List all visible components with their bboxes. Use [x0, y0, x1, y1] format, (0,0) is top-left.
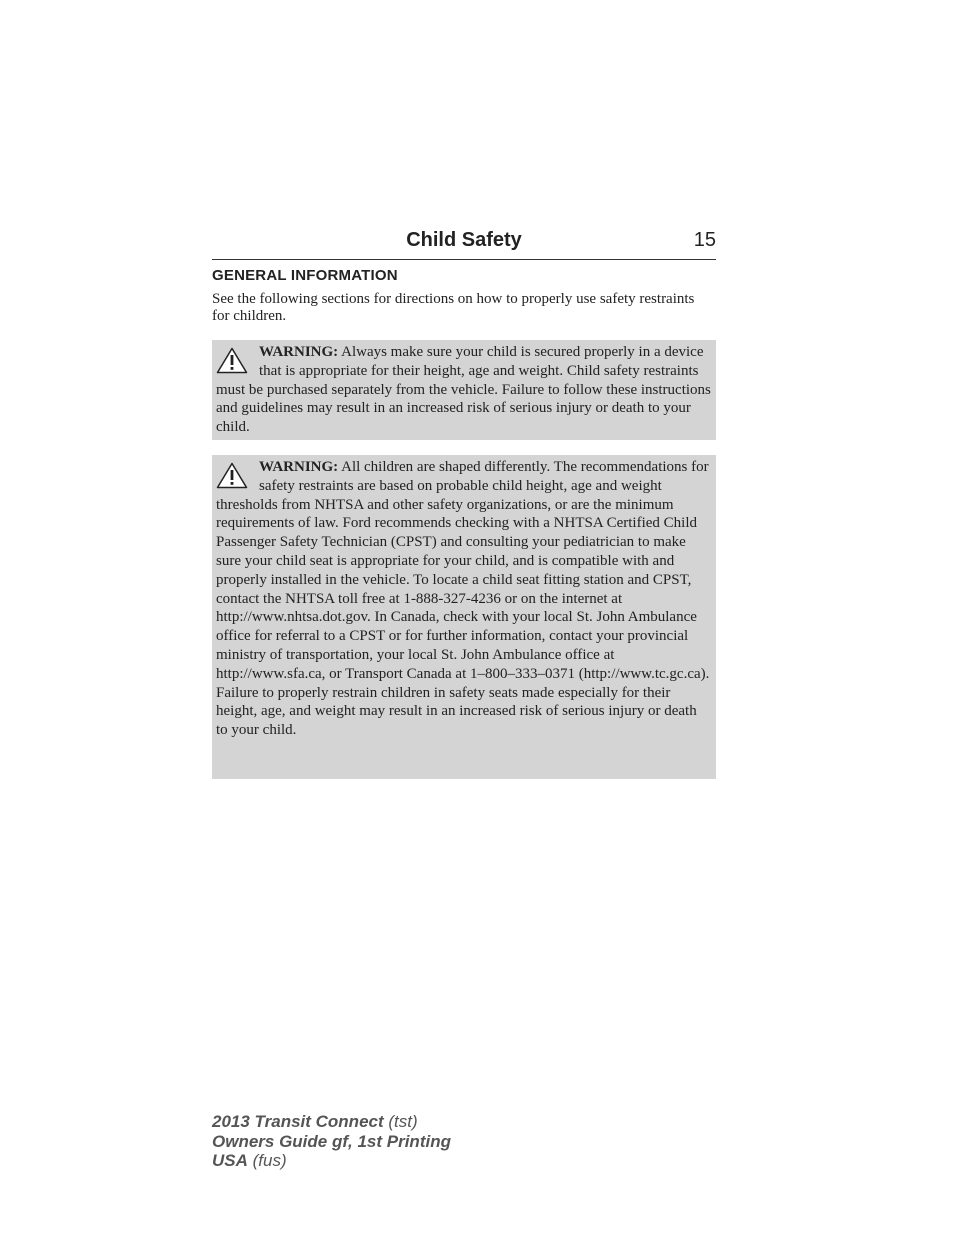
warning-text: Always make sure your child is secured properly in a device that is appropriate for their height, age and weight. Child safety restraints must be purchased separately from the vehicle. Failure to follow these instructions and guidelines may result in an increased risk of serious injury or death to your child.: [216, 344, 711, 436]
footer-region-code: (fus): [252, 1151, 287, 1170]
footer-line-2: Owners Guide gf, 1st Printing: [212, 1131, 451, 1151]
chapter-title: Child Safety: [406, 229, 522, 251]
footer-model-code: (tst): [388, 1112, 418, 1131]
intro-paragraph: See the following sections for directions on how to properly use safety restraints for children.: [212, 291, 695, 324]
document-footer: [212, 1112, 451, 1171]
warning-label: WARNING:: [259, 459, 339, 475]
warning-triangle-icon: [216, 462, 248, 489]
page-header: [212, 229, 716, 260]
section-heading: GENERAL INFORMATION: [212, 267, 398, 284]
warning-text: All children are shaped differently. The recommendations for safety restraints are based on probable child height, age and weight thresholds from NHTSA and other safety organizations, or are the minimum requirements of law. Ford recommends checking with a NHTSA Certified Child Passenger Safety Technician (CPST) and consulting your pediatrician to make sure your child seat is appropriate for your child, and is compatible with and properly installed in the vehicle. To locate a child seat fitting station and CPST, contact the NHTSA toll free at 1-888-327-4236 or on the internet at http://www.nhtsa.dot.gov. In Canada, check with your local St. John Ambulance office for referral to a CPST or for further information, contact your provincial ministry of transportation, your local St. John Ambulance office at http://www.sfa.ca, or Transport Canada at 1–800–333–0371 (http://www.tc.gc.ca). Failure to properly restrain children in safety seats made especially for their height, age, and weight may result in an increased risk of serious injury or death to your child.: [216, 459, 710, 739]
warning-box-1: [212, 340, 716, 440]
warning-triangle-icon: [216, 347, 248, 374]
warning-box-2: [212, 455, 716, 779]
footer-model: 2013 Transit Connect: [212, 1112, 384, 1131]
page-number: 15: [693, 229, 716, 251]
footer-line-1: [212, 1112, 451, 1132]
warning-label: WARNING:: [259, 344, 339, 360]
footer-line-3: [212, 1151, 451, 1171]
footer-region: USA: [212, 1151, 248, 1170]
